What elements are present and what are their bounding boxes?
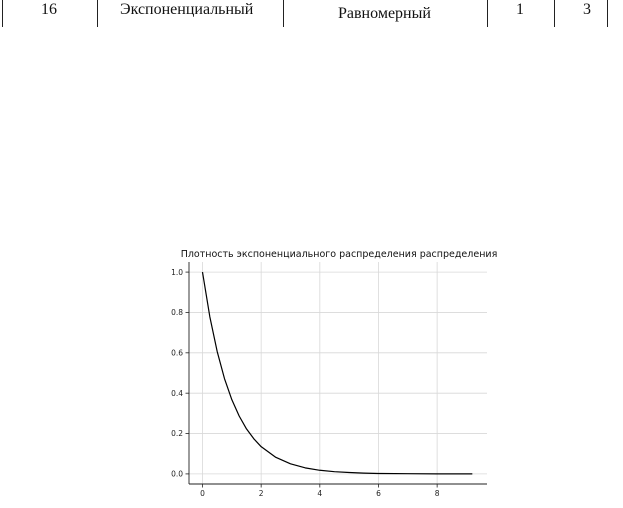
cell-distribution-1-text: Экспоненциальный bbox=[120, 1, 254, 18]
x-tick-label: 8 bbox=[434, 489, 440, 498]
x-tick-label: 2 bbox=[258, 489, 264, 498]
y-tick-label: 0.6 bbox=[171, 348, 183, 358]
x-tick-label: 6 bbox=[376, 489, 381, 498]
y-tick-label: 0.8 bbox=[171, 308, 183, 318]
y-tick-label: 0.2 bbox=[171, 429, 183, 439]
series-layer bbox=[202, 272, 472, 474]
series-line bbox=[202, 272, 472, 474]
cell-param-1-text: 1 bbox=[516, 1, 524, 18]
cell-param-2-text: 3 bbox=[583, 1, 591, 18]
chart-title: Плотность экспоненциального распределения распределения bbox=[180, 249, 498, 260]
cell-distribution-2-text: Равномерный bbox=[338, 5, 431, 22]
cell-number-text: 16 bbox=[41, 1, 57, 18]
x-tick-label: 0 bbox=[200, 489, 205, 498]
grid bbox=[189, 262, 487, 484]
y-tick-label: 1.0 bbox=[171, 267, 183, 277]
y-tick-label: 0.0 bbox=[171, 469, 183, 479]
y-tick-label: 0.4 bbox=[171, 388, 183, 398]
axes bbox=[186, 262, 488, 488]
tick-labels bbox=[171, 268, 440, 498]
x-tick-label: 4 bbox=[317, 489, 323, 498]
